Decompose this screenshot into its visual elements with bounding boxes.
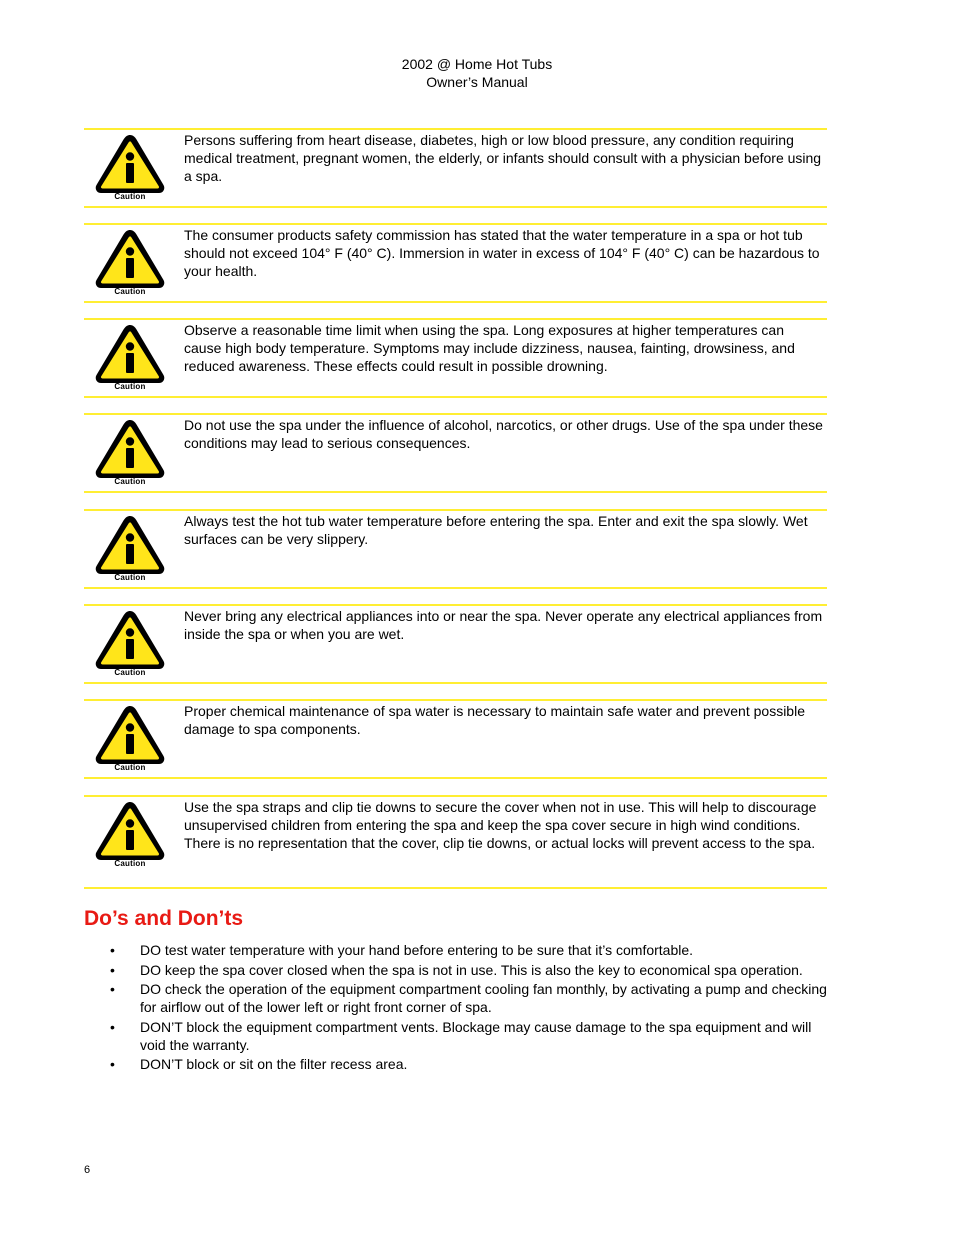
caution-block-2 bbox=[84, 223, 827, 303]
header-title: 2002 @ Home Hot Tubs bbox=[401, 56, 553, 72]
caution-block-6 bbox=[84, 604, 827, 684]
list-item-text: DO keep the spa cover closed when the spa is not in use. This is also the key to economical spa operation. bbox=[140, 961, 803, 978]
caution-label: Caution bbox=[114, 859, 146, 868]
caution-block-8 bbox=[84, 795, 827, 889]
list-item bbox=[84, 961, 834, 979]
dos-and-donts-heading: Do’s and Don’ts bbox=[84, 907, 244, 930]
bullet-icon: • bbox=[110, 1056, 115, 1073]
list-item-text: DON’T block the equipment compartment vents. Blockage may cause damage to the spa equipment and will void the warranty. bbox=[140, 1018, 812, 1053]
caution-text: Proper chemical maintenance of spa water is necessary to maintain safe water and prevent possible damage to spa components. bbox=[184, 703, 805, 738]
caution-label: Caution bbox=[114, 668, 146, 677]
caution-block-5 bbox=[84, 509, 827, 589]
caution-text: The consumer products safety commission has stated that the water temperature in a spa or hot tub should not exceed 104° F (40° C). Immersion in water in excess of 104° F (40° C) can be hazardous to your health. bbox=[184, 227, 820, 280]
list-item-text: DON’T block or sit on the filter recess area. bbox=[140, 1056, 408, 1073]
caution-text: Never bring any electrical appliances into or near the spa. Never operate any electrical appliances from inside the spa or when you are wet. bbox=[184, 608, 823, 643]
caution-label: Caution bbox=[114, 382, 146, 391]
caution-label: Caution bbox=[114, 477, 146, 486]
list-item bbox=[84, 1018, 834, 1054]
bullet-icon: • bbox=[110, 942, 115, 958]
caution-text: Do not use the spa under the influence of alcohol, narcotics, or other drugs. Use of the spa under these conditions may lead to serious consequences. bbox=[184, 417, 823, 452]
page-header bbox=[0, 55, 954, 91]
caution-text: Always test the hot tub water temperature before entering the spa. Enter and exit the spa slowly. Wet surfaces can be very slippery. bbox=[184, 513, 808, 548]
list-item bbox=[84, 980, 834, 1016]
caution-block-4 bbox=[84, 413, 827, 493]
caution-text: Use the spa straps and clip tie downs to secure the cover when not in use. This will help to discourage unsupervised children from entering the spa and keep the spa cover secure in high wind conditions. There is no representation that the cover, clip tie downs, or actual locks will prevent access to the spa. bbox=[184, 799, 817, 852]
list-item bbox=[84, 1055, 834, 1073]
caution-block-3 bbox=[84, 318, 827, 398]
caution-block-7 bbox=[84, 699, 827, 779]
caution-label: Caution bbox=[114, 763, 146, 772]
header-subtitle: Owner’s Manual bbox=[426, 74, 528, 90]
caution-text: Persons suffering from heart disease, diabetes, high or low blood pressure, any condition requiring medical treatment, pregnant women, the elderly, or infants should consult with a physician before using a spa. bbox=[184, 132, 822, 185]
bullet-icon: • bbox=[110, 981, 115, 997]
caution-block-1 bbox=[84, 128, 827, 208]
page-number: 6 bbox=[84, 1164, 91, 1176]
list-item-text: DO check the operation of the equipment compartment cooling fan monthly, by activating a pump and checking for airflow out of the lower left or right front corner of spa. bbox=[140, 981, 827, 1016]
caution-label: Caution bbox=[114, 192, 146, 201]
dos-and-donts-list bbox=[84, 941, 834, 1075]
list-item bbox=[84, 941, 834, 959]
bullet-icon: • bbox=[110, 961, 115, 978]
caution-text: Observe a reasonable time limit when using the spa. Long exposures at higher temperatures can cause high body temperature. Symptoms may include dizziness, nausea, fainting, drowsiness, and reduced awareness. These effects could result in possible drowning. bbox=[184, 322, 795, 375]
caution-label: Caution bbox=[114, 287, 146, 296]
list-item-text: DO test water temperature with your hand before entering to be sure that it’s comfortable. bbox=[140, 942, 694, 958]
caution-label: Caution bbox=[114, 573, 146, 582]
bullet-icon: • bbox=[110, 1018, 115, 1035]
